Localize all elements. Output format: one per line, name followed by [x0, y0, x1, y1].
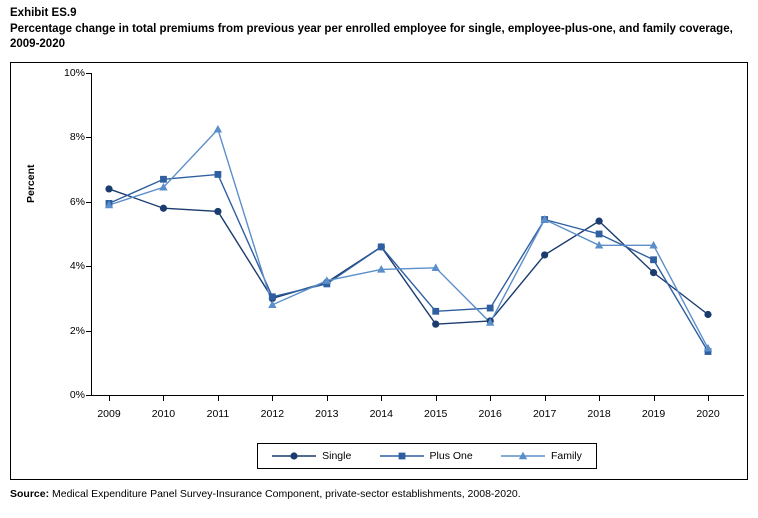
x-tick-label: 2018 — [587, 408, 611, 420]
series-line — [109, 174, 708, 351]
y-tick-mark — [86, 73, 91, 74]
y-tick-label: 8% — [69, 131, 85, 144]
x-tick-label: 2014 — [369, 408, 393, 420]
x-tick-label: 2017 — [532, 408, 557, 420]
y-tick-mark — [86, 331, 91, 332]
data-point-marker — [432, 321, 439, 328]
data-point-marker — [596, 231, 603, 238]
legend-item[interactable] — [272, 450, 351, 462]
chart-legend — [257, 443, 597, 469]
data-point-marker — [378, 243, 385, 250]
data-point-marker — [160, 176, 167, 183]
y-tick-mark — [86, 395, 91, 396]
x-tick-label: 2012 — [260, 408, 285, 420]
data-point-marker — [105, 185, 112, 192]
x-tick-label: 2009 — [97, 408, 121, 420]
data-point-marker — [398, 453, 405, 460]
legend-label: Plus One — [429, 450, 473, 462]
x-tick-label: 2016 — [478, 408, 502, 420]
legend-square-icon — [380, 450, 424, 462]
x-tick-label: 2020 — [696, 408, 720, 420]
data-point-marker — [214, 208, 221, 215]
chart-titles — [10, 6, 750, 52]
legend-item[interactable] — [380, 450, 473, 462]
y-tick-mark — [86, 137, 91, 138]
y-tick-mark — [86, 202, 91, 203]
legend-triangle-icon — [501, 450, 545, 462]
y-axis-label: Percent — [25, 164, 37, 203]
source-text: Medical Expenditure Panel Survey-Insurance Component, private-sector establishments, 2008-2020. — [49, 488, 521, 500]
x-tick-label: 2019 — [641, 408, 666, 420]
chart-frame — [10, 62, 748, 480]
data-point-marker — [432, 308, 439, 315]
data-point-marker — [160, 205, 167, 212]
x-tick-label: 2015 — [424, 408, 448, 420]
legend-item[interactable] — [501, 450, 582, 462]
page-title: Percentage change in total premiums from previous year per enrolled employee for single, employee-plus-one, and family coverage, 2009-2020 — [10, 23, 733, 50]
x-tick-label: 2010 — [151, 408, 176, 420]
x-tick-label: 2011 — [206, 408, 230, 420]
data-point-marker — [214, 125, 222, 133]
source-label: Source: — [10, 488, 50, 500]
data-point-marker — [269, 293, 276, 300]
data-point-marker — [650, 269, 657, 276]
y-tick-label: 4% — [69, 260, 85, 273]
legend-label: Family — [550, 450, 582, 462]
source-note — [10, 488, 750, 500]
y-tick-label: 10% — [63, 67, 85, 79]
y-tick-label: 2% — [69, 324, 85, 337]
data-point-marker — [487, 305, 494, 312]
data-point-marker — [291, 452, 298, 459]
y-tick-mark — [86, 266, 91, 267]
y-tick-label: 6% — [69, 195, 85, 208]
chart-plot-area — [11, 63, 749, 481]
data-point-marker — [704, 311, 711, 318]
data-point-marker — [541, 251, 548, 258]
data-point-marker — [215, 171, 222, 178]
legend-circle-icon — [272, 450, 316, 462]
data-point-marker — [650, 256, 657, 263]
exhibit-label: Exhibit ES.9 — [10, 7, 77, 19]
series-line — [109, 189, 708, 324]
data-point-marker — [595, 218, 602, 225]
x-tick-label: 2013 — [315, 408, 339, 420]
y-tick-label: 0% — [69, 389, 85, 401]
legend-label: Single — [322, 450, 352, 462]
